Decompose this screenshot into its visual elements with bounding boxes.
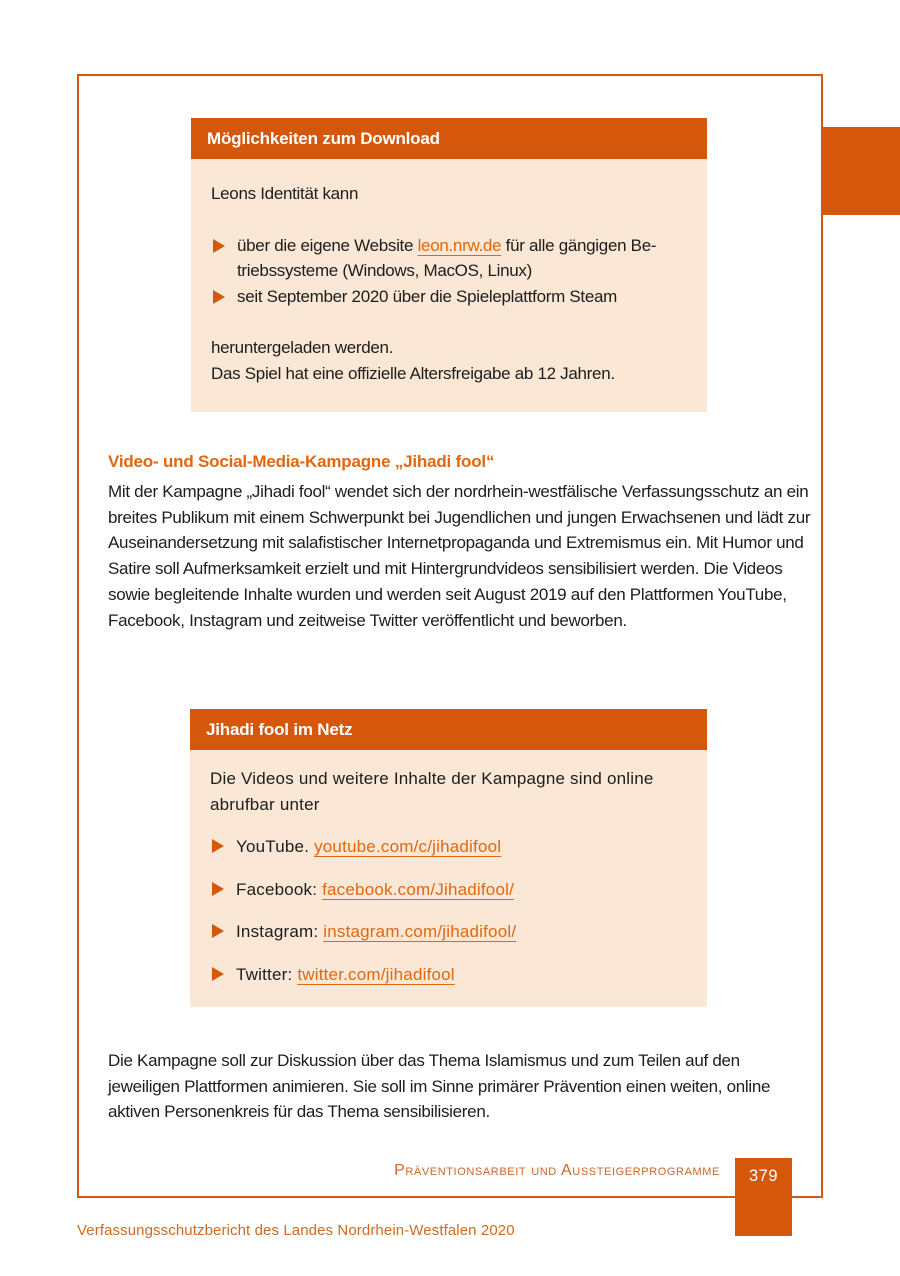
campaign-section — [108, 452, 814, 633]
platform-label: Facebook: — [236, 879, 323, 899]
download-intro: Leons Identität kann — [211, 184, 359, 203]
bullet-text-post: für alle gängigen Be- — [501, 235, 657, 255]
netz-bullet-twitter — [210, 962, 687, 988]
closing-section — [108, 1048, 814, 1125]
netz-bullet-instagram — [210, 919, 687, 945]
page-number-badge — [735, 1158, 792, 1236]
bullet-triangle-icon — [212, 967, 224, 981]
footer-report-title: Verfassungsschutzbericht des Landes Nordrhein-Westfalen 2020 — [77, 1222, 515, 1239]
platform-label: Instagram: — [236, 922, 324, 941]
netz-bullet-facebook — [210, 877, 687, 903]
spacer — [211, 309, 687, 335]
download-bullet-2 — [211, 284, 687, 310]
bullet-triangle-icon — [212, 839, 224, 853]
download-infobox-title: Möglichkeiten zum Download — [191, 118, 707, 159]
chapter-corner-tab — [823, 127, 900, 215]
bullet-triangle-icon — [212, 924, 224, 938]
bullet-text-pre: über die eigene Website — [237, 235, 418, 255]
netz-intro: Die Videos und weitere Inhalte der Kampagne sind online abrufbar unter — [210, 769, 654, 814]
bullet-triangle-icon — [212, 882, 224, 896]
youtube-link[interactable]: youtube.com/c/jihadifool — [314, 837, 502, 856]
twitter-link[interactable]: twitter.com/jihadifool — [297, 964, 455, 984]
download-outro-2: Das Spiel hat eine offizielle Altersfreigabe ab 12 Jahren. — [211, 363, 615, 383]
download-outro-1: heruntergeladen werden. — [211, 338, 394, 357]
bullet-text: seit September 2020 über die Spieleplattform Steam — [237, 286, 618, 306]
netz-infobox-title: Jihadi fool im Netz — [190, 709, 707, 750]
download-infobox-body — [191, 159, 707, 412]
closing-paragraph: Die Kampagne soll zur Diskussion über das Thema Islamismus und zum Teilen auf den jeweiligen Plattformen animieren. Sie soll im Sinne primärer Prävention einen weiten, online aktiven Personenkreis für das Thema sensibilisieren. — [108, 1051, 771, 1122]
footer-chapter-title: Präventionsarbeit und Aussteigerprogramme — [394, 1162, 720, 1179]
bullet-text-line2: triebssysteme (Windows, MacOS, Linux) — [237, 261, 532, 280]
bullet-triangle-icon — [213, 239, 225, 253]
facebook-link[interactable]: facebook.com/Jihadifool/ — [322, 879, 515, 899]
instagram-link[interactable]: instagram.com/jihadifool/ — [323, 922, 517, 941]
download-infobox — [191, 118, 707, 412]
leon-website-link[interactable]: leon.nrw.de — [417, 235, 502, 255]
platform-label: YouTube. — [236, 837, 315, 856]
bullet-triangle-icon — [213, 290, 225, 304]
netz-infobox — [190, 709, 707, 1007]
platform-label: Twitter: — [236, 964, 298, 984]
campaign-heading: Video- und Social-Media-Kampagne „Jihadi fool“ — [108, 452, 495, 471]
page-number: 379 — [748, 1167, 779, 1185]
campaign-paragraph: Mit der Kampagne „Jihadi fool“ wendet sich der nordrhein-westfälische Verfassungsschutz an ein breites Publikum mit einem Schwerpunkt bei Jugendlichen und jungen Erwachsenen und lädt zur Auseinandersetzung mit salafistischer Internetpropaganda und Extremismus ein. Mit Humor und Satire soll Aufmerksamkeit erzielt und mit Hintergrundvideos sensibilisiert werden. Die Videos sowie begleitende Inhalte wurden und werden seit August 2019 auf den Plattformen YouTube, Facebook, Instagram und zeitweise Twitter veröffentlicht und beworben. — [108, 482, 811, 630]
netz-infobox-body — [190, 750, 707, 1007]
netz-bullet-youtube — [210, 834, 687, 860]
download-bullet-1 — [211, 233, 687, 284]
spacer — [211, 207, 687, 233]
